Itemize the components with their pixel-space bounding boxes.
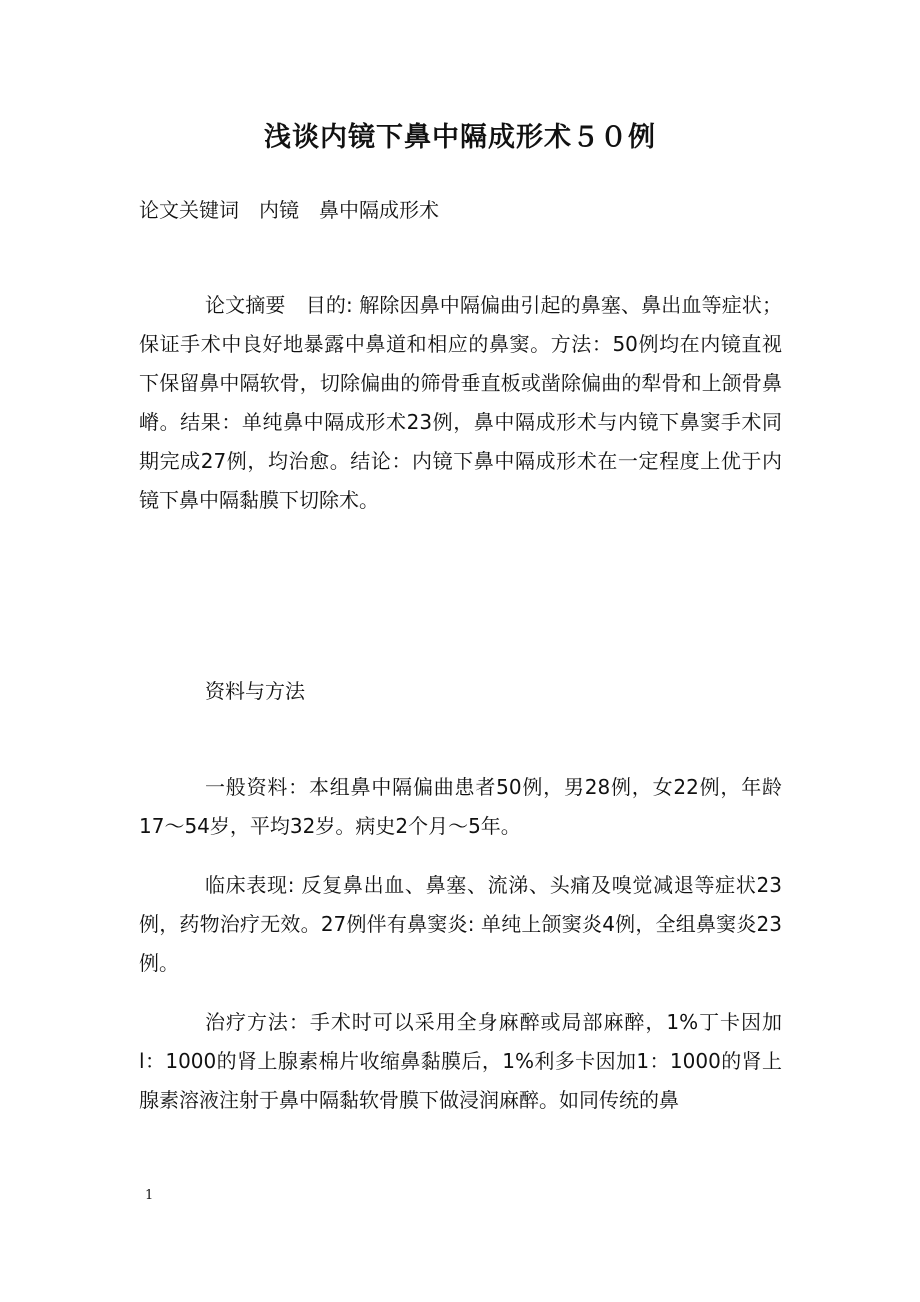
page-number: 1	[145, 1188, 154, 1203]
keywords-line: 论文关键词 内镜 鼻中隔成形术	[139, 198, 439, 222]
section-heading: 资料与方法	[205, 679, 305, 703]
treatment-paragraph: 治疗方法：手术时可以采用全身麻醉或局部麻醉，1%丁卡因加l：1000的肾上腺素棉片收缩鼻黏膜后，1%利多卡因加1：1000的肾上腺素溶液注射于鼻中隔黏软骨膜下做浸润麻醉。如同传统的鼻	[139, 1010, 782, 1112]
clinical-paragraph: 临床表现: 反复鼻出血、鼻塞、流涕、头痛及嗅觉减退等症状23例，药物治疗无效。27例伴有鼻窦炎: 单纯上颌窦炎4例，全组鼻窦炎23例。	[139, 873, 782, 975]
document-title: 浅谈内镜下鼻中隔成形术５０例	[264, 122, 656, 153]
abstract-paragraph: 论文摘要 目的: 解除因鼻中隔偏曲引起的鼻塞、鼻出血等症状；保证手术中良好地暴露中鼻道和相应的鼻窦。方法：50例均在内镜直视下保留鼻中隔软骨，切除偏曲的筛骨垂直板或凿除偏曲的犁骨和上颌骨鼻嵴。结果：单纯鼻中隔成形术23例，鼻中隔成形术与内镜下鼻窦手术同期完成27例，均治愈。结论：内镜下鼻中隔成形术在一定程度上优于内镜下鼻中隔黏膜下切除术。	[139, 293, 782, 512]
general-info-paragraph: 一般资料：本组鼻中隔偏曲患者50例，男28例，女22例，年龄17～54岁，平均32岁。病史2个月～5年。	[139, 775, 782, 838]
